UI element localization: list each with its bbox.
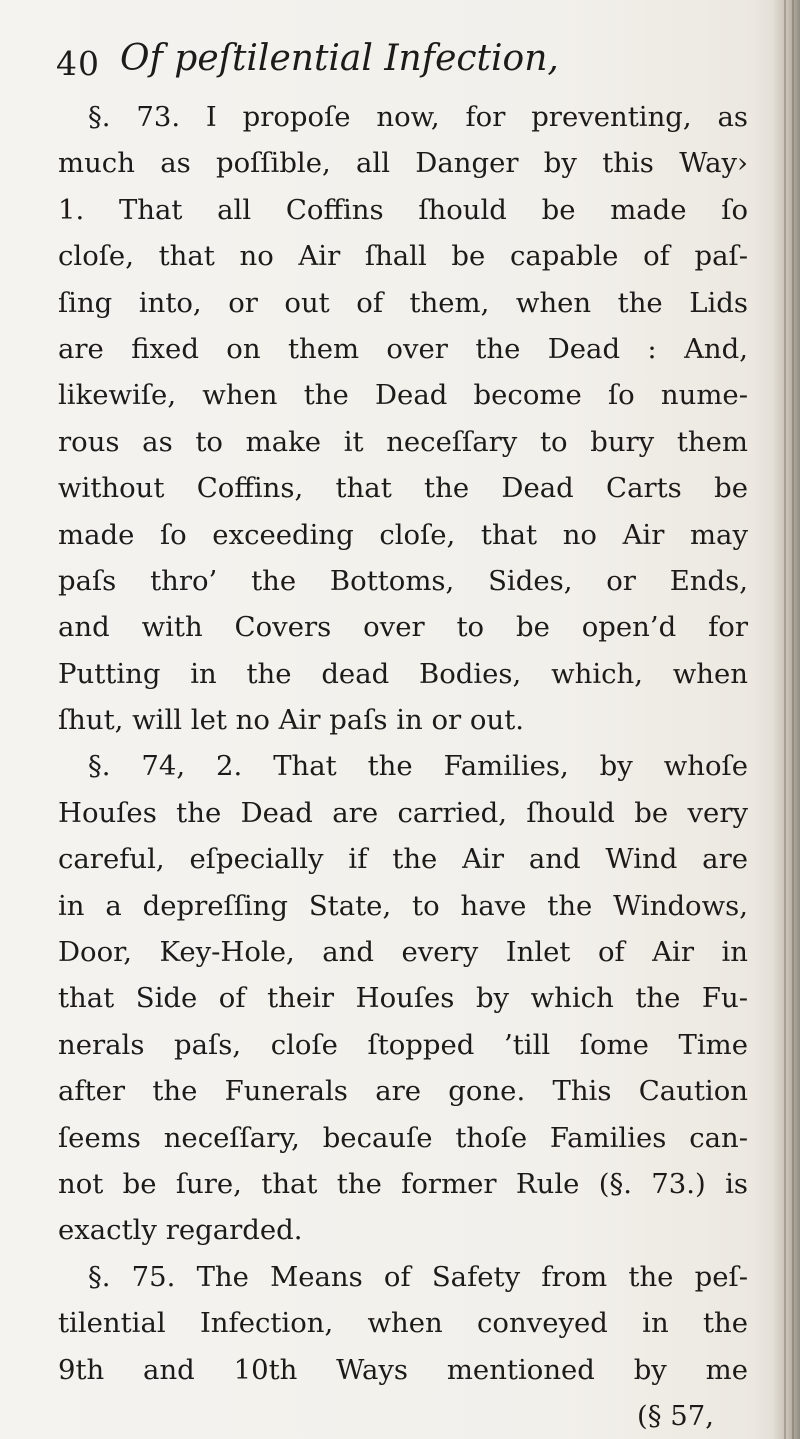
text-line: not be ſure, that the former Rule (§. 73.) is [58,1167,748,1200]
text-line: Houſes the Dead are carried, ſhould be very [58,796,748,829]
text-line: likewiſe, when the Dead become ſo nume- [58,379,748,412]
text-line: ſhut, will let no Air paſs in or out. [58,704,524,737]
text-line: Door, Key-Hole, and every Inlet of Air in [58,936,748,969]
catchword: (§ 57, [637,1399,714,1432]
text-line: much as poſſible, all Danger by this Way› [58,147,748,180]
page-number: 40 [56,44,100,83]
text-line: careful, eſpecially if the Air and Wind are [58,843,748,876]
text-line: tilential Infection, when conveyed in the [58,1307,748,1340]
text-line: §. 75. The Means of Safety from the peſ- [88,1260,748,1293]
text-line: without Coffins, that the Dead Carts be [58,472,748,505]
text-line: in a depreſſing State, to have the Windows, [58,889,748,922]
text-line: and with Covers over to be open’d for [58,611,748,644]
text-line: ſing into, or out of them, when the Lids [58,286,748,319]
page-edge-shadow [772,0,800,1439]
text-line: cloſe, that no Air ſhall be capable of paſ- [58,240,748,273]
text-line: Putting in the dead Bodies, which, when [58,657,748,690]
text-line: made ſo exceeding cloſe, that no Air may [58,518,748,551]
text-line: paſs thro’ the Bottoms, Sides, or Ends, [58,564,748,597]
text-line: that Side of their Houſes by which the Fu- [58,982,748,1015]
text-line: ſeems neceſſary, becauſe thoſe Families can- [58,1121,748,1154]
text-line: 9th and 10th Ways mentioned by me [58,1353,748,1386]
text-line: §. 73. I propoſe now, for preventing, as [88,101,748,133]
text-line: after the Funerals are gone. This Caution [58,1075,748,1108]
running-title: Of peſtilential Infection, [120,38,559,79]
text-line: exactly regarded. [58,1214,303,1247]
body-text [58,94,748,1439]
text-line: §. 74, 2. That the Families, by whoſe [88,750,748,783]
text-line: are fixed on them over the Dead : And, [58,332,748,365]
text-line: 1. That all Coffins ſhould be made ſo [58,193,748,226]
text-line: nerals paſs, cloſe ſtopped ’till ſome Time [58,1028,748,1061]
text-line: rous as to make it neceſſary to bury them [58,425,748,458]
page-header [56,38,736,98]
